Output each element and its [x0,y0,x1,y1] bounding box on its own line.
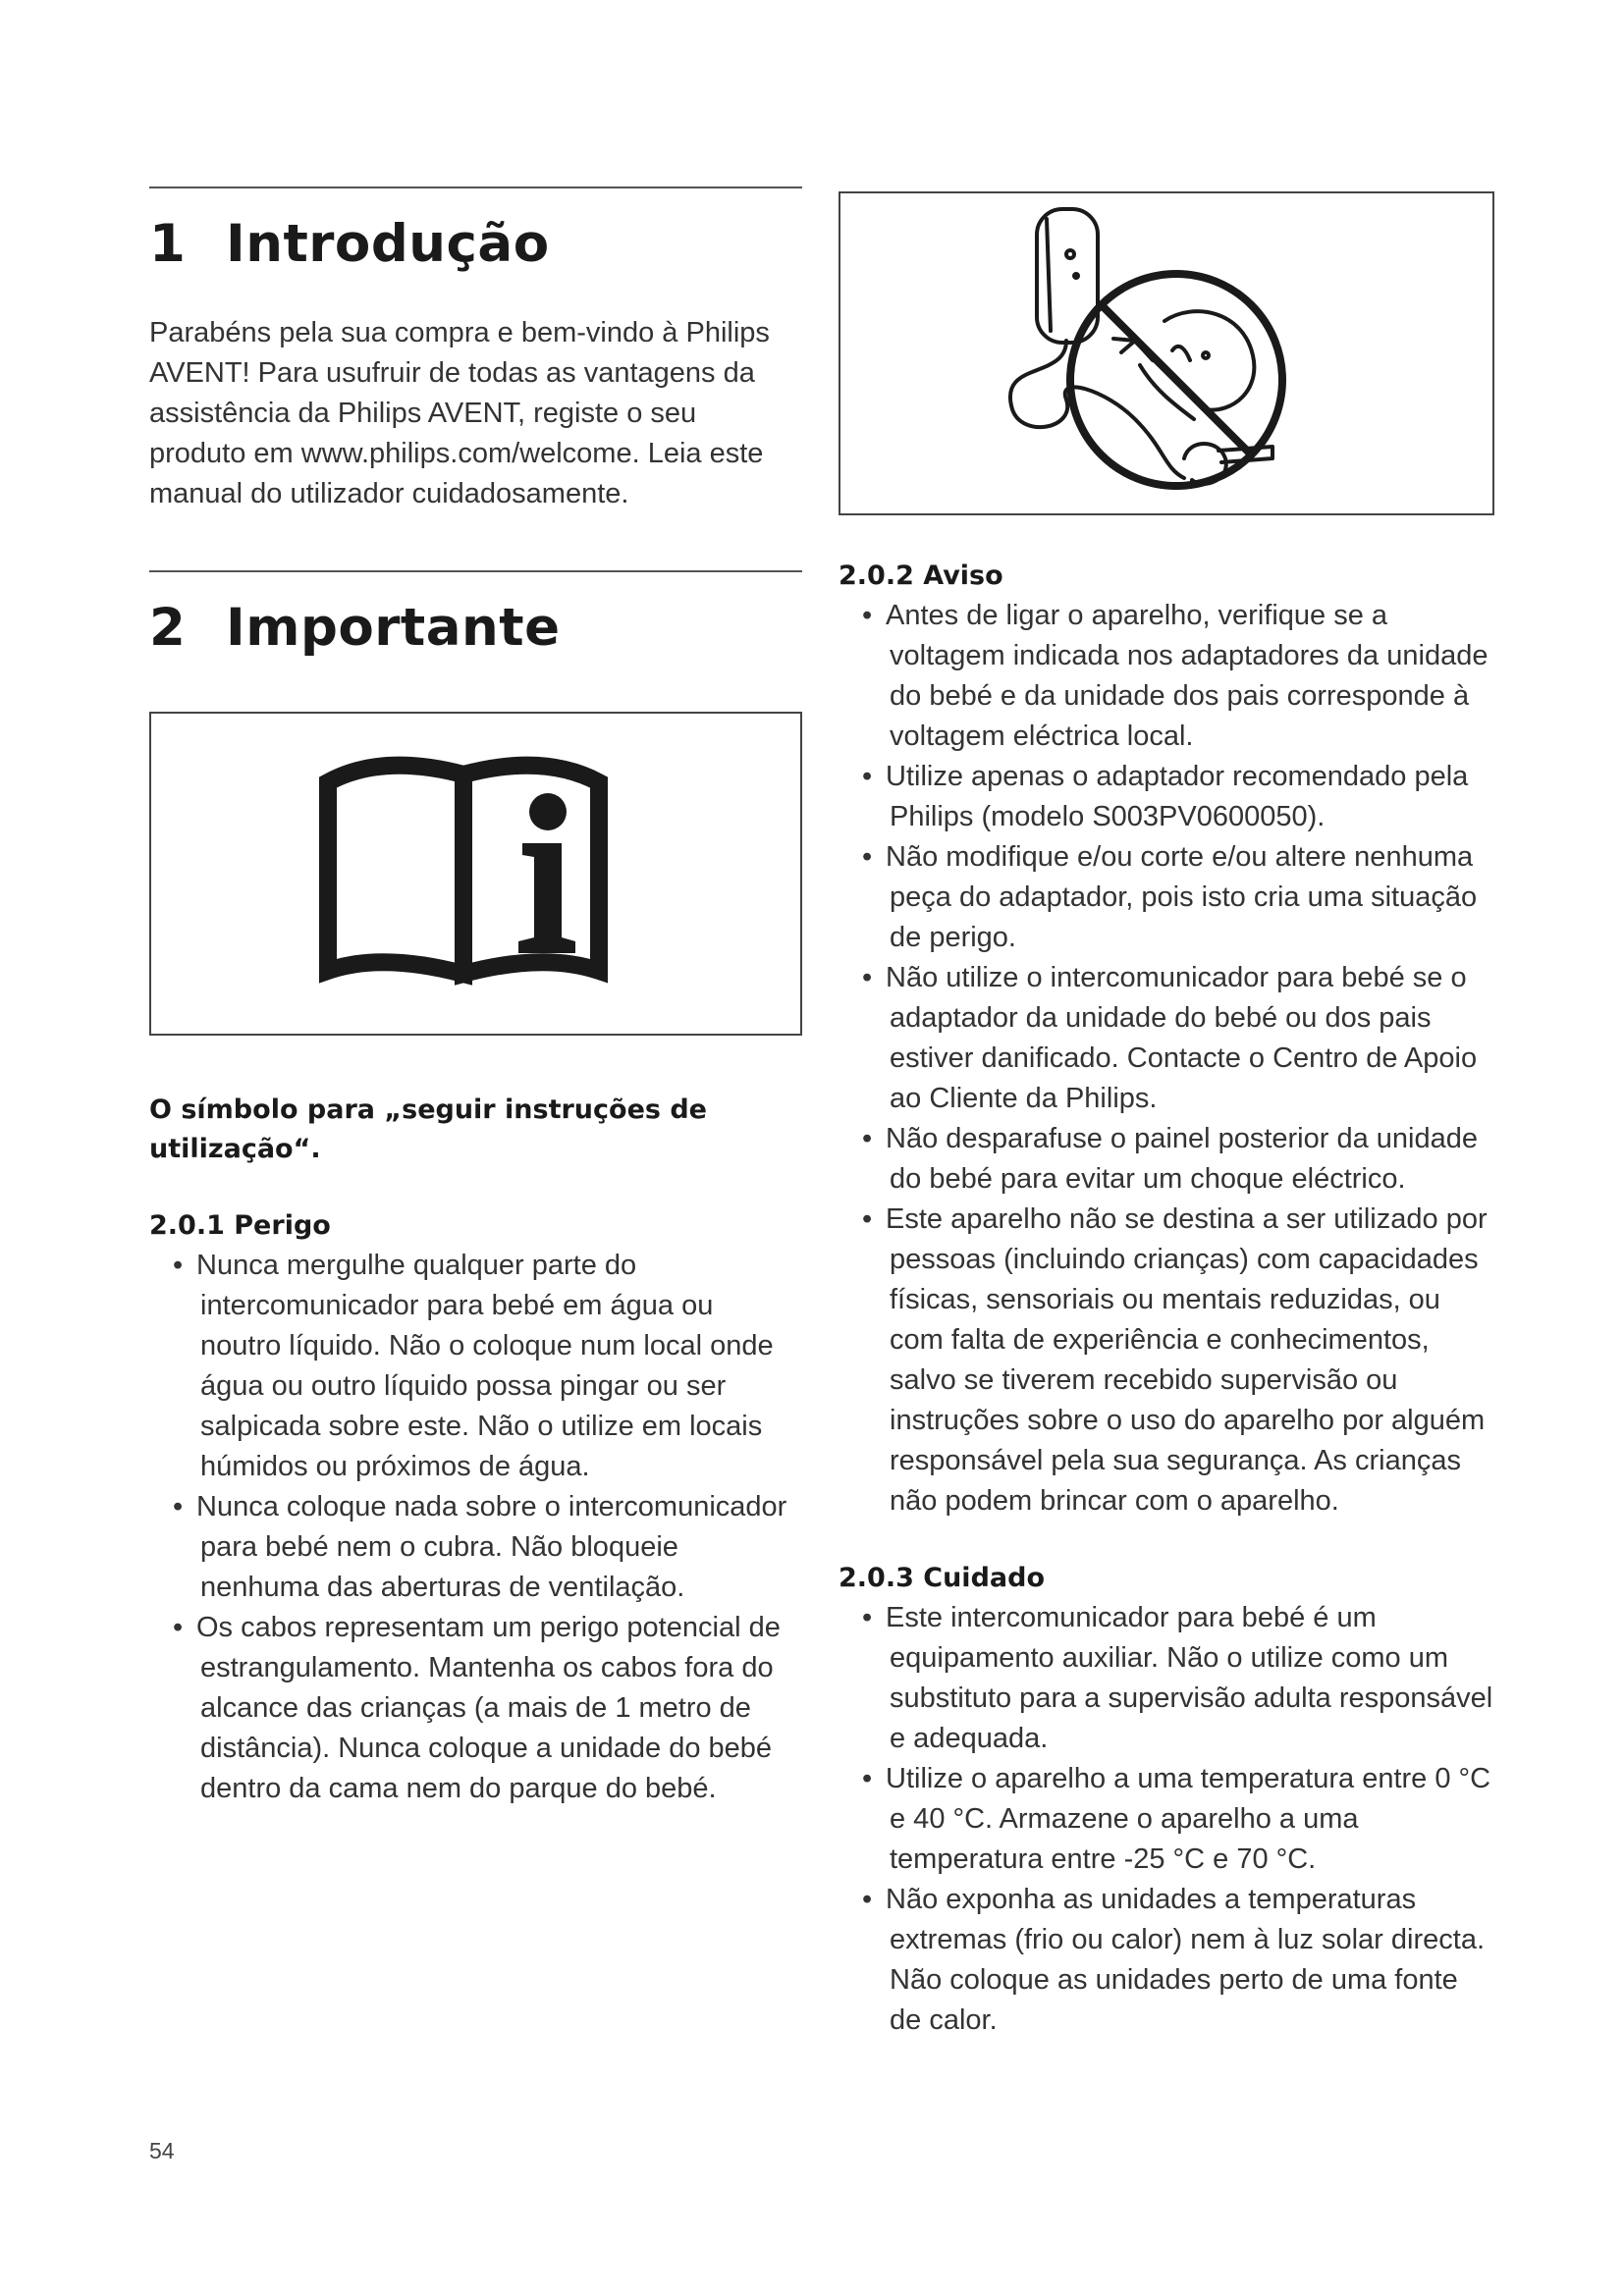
section-1-heading [149,214,802,274]
list-item [149,1246,797,1487]
bullet: • [173,1250,184,1281]
no-cord-near-baby-icon [840,193,1492,513]
aviso-list [839,596,1494,1522]
bullet: • [862,1602,873,1633]
list-item-text: Não utilize o intercomunicador para bebé se o adaptador da unidade do bebé ou dos pais estiver danificado. Contacte o Centro de Apoio ao Cliente da Philips. [886,962,1478,1114]
list-item-text: Este aparelho não se destina a ser utilizado por pessoas (incluindo crianças) com capacidades físicas, sensoriais ou mentais reduzidas, ou com falta de experiência e conhecimentos, salvo se tiverem recebido supervisão ou instruções sobre o uso do aparelho por alguém responsável pela sua segurança. As crianças não podem brincar com o aparelho. [886,1203,1488,1517]
bullet: • [862,1203,873,1235]
list-item [839,757,1494,837]
list-item-text: Não exponha as unidades a temperaturas extremas (frio ou calor) nem à luz solar directa. Não coloque as unidades perto de uma fonte de calor. [886,1884,1485,2036]
bullet: • [862,761,873,792]
instructions-symbol-figure [149,712,802,1036]
list-item [839,837,1494,958]
list-item [149,1487,797,1608]
cuidado-list [839,1598,1494,2041]
perigo-list [149,1246,797,1809]
list-item-text: Nunca coloque nada sobre o intercomunicador para bebé nem o cubra. Não bloqueie nenhuma das aberturas de ventilação. [196,1491,787,1603]
list-item-text: Utilize o aparelho a uma temperatura entre 0 °C e 40 °C. Armazene o aparelho a uma temperatura entre -25 °C e 70 °C. [886,1763,1491,1875]
warning-illustration-figure [839,191,1494,515]
section-title: Importante [226,598,561,658]
bullet: • [173,1491,184,1522]
page-number: 54 [149,2138,175,2163]
list-item-text: Nunca mergulhe qualquer parte do intercomunicador para bebé em água ou noutro líquido. Não o coloque num local onde água ou outro líquido possa pingar ou ser salpicada sobre este. Não o utilize em locais húmidos ou próximos de água. [196,1250,774,1482]
section-2-heading [149,598,802,658]
bullet: • [862,600,873,631]
list-item-text: Não desparafuse o painel posterior da unidade do bebé para evitar um choque eléctrico. [886,1123,1478,1195]
cuidado-heading: 2.0.3 Cuidado [839,1563,1045,1593]
list-item [149,1608,797,1809]
section-title: Introdução [226,214,550,274]
list-item [839,1119,1494,1200]
symbol-caption: O símbolo para „seguir instruções de utilização“. [149,1095,707,1164]
list-item-text: Não modifique e/ou corte e/ou altere nenhuma peça do adaptador, pois isto cria uma situação de perigo. [886,841,1478,953]
list-item [839,1759,1494,1880]
read-instructions-book-icon [151,714,800,1034]
section-number: 2 [149,598,187,658]
section-divider [149,570,802,572]
list-item [839,1880,1494,2041]
list-item-text: Utilize apenas o adaptador recomendado pela Philips (modelo S003PV0600050). [886,761,1469,832]
list-item [839,958,1494,1119]
section-number: 1 [149,214,187,274]
bullet: • [862,1763,873,1794]
bullet: • [862,841,873,873]
bullet: • [862,1884,873,1915]
list-item [839,1200,1494,1522]
list-item [839,1598,1494,1759]
intro-paragraph: Parabéns pela sua compra e bem-vindo à Philips AVENT! Para usufruir de todas as vantagens da assistência da Philips AVENT, registe o seu produto em www.philips.com/welcome. Leia este manual do utilizador cuidadosamente. [149,317,770,509]
bullet: • [173,1612,184,1643]
perigo-heading: 2.0.1 Perigo [149,1210,331,1241]
bullet: • [862,1123,873,1154]
right-column [839,191,1494,2041]
aviso-heading: 2.0.2 Aviso [839,561,1003,591]
list-item-text: Este intercomunicador para bebé é um equipamento auxiliar. Não o utilize como um substituto para a supervisão adulta responsável e adequada. [886,1602,1493,1754]
list-item [839,596,1494,757]
list-item-text: Os cabos representam um perigo potencial de estrangulamento. Mantenha os cabos fora do alcance das crianças (a mais de 1 metro de distância). Nunca coloque a unidade do bebé dentro da cama nem do parque do bebé. [196,1612,781,1804]
left-column [149,187,802,1809]
section-divider [149,187,802,188]
list-item-text: Antes de ligar o aparelho, verifique se a voltagem indicada nos adaptadores da unidade do bebé e da unidade dos pais corresponde à voltagem eléctrica local. [886,600,1489,752]
bullet: • [862,962,873,993]
